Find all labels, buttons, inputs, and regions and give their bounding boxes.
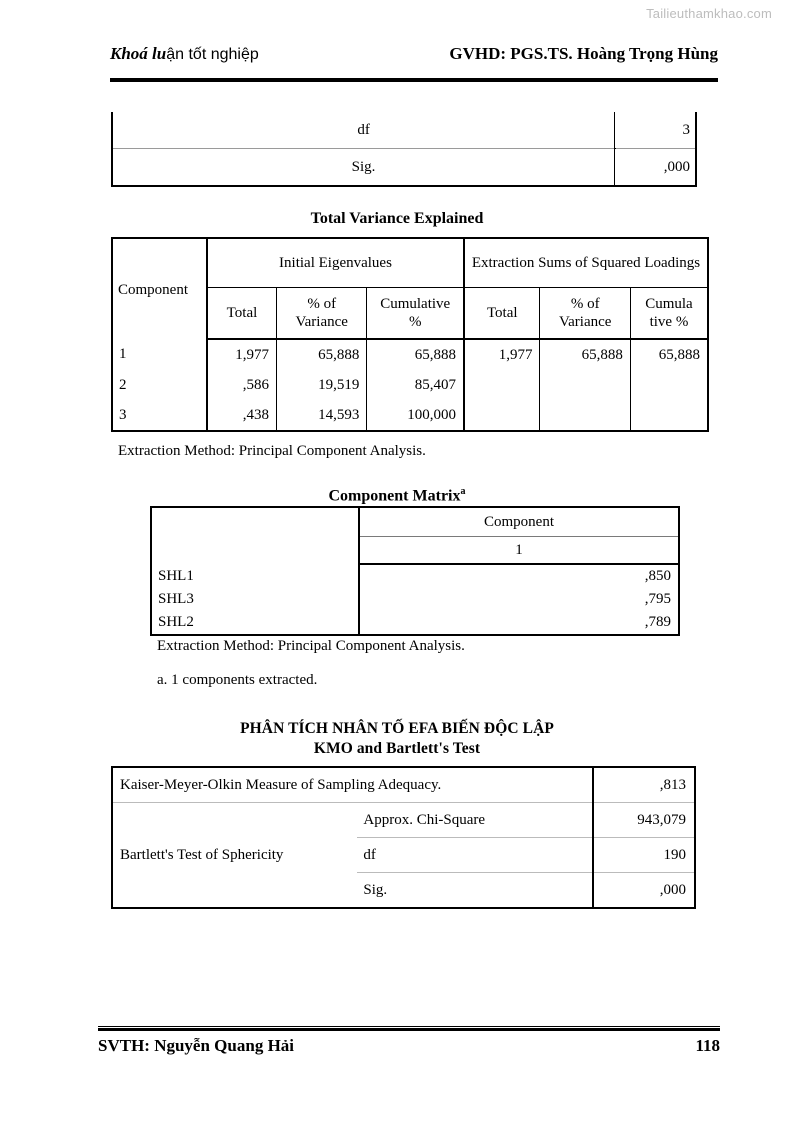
footer-rule bbox=[98, 1026, 720, 1031]
tve-subheader-pct-variance-2: % of Variance bbox=[540, 288, 630, 340]
table-row bbox=[112, 339, 708, 370]
footer-page-number: 118 bbox=[695, 1036, 720, 1055]
total-variance-note: Extraction Method: Principal Component Analysis. bbox=[118, 443, 426, 459]
table-row bbox=[112, 767, 695, 803]
continued-table bbox=[111, 112, 697, 187]
tve-subheader-pct-variance-1: % of Variance bbox=[276, 288, 366, 340]
kmo-bartlett-table bbox=[111, 766, 696, 909]
table-row bbox=[151, 564, 679, 588]
table-header-row bbox=[112, 238, 708, 288]
cm-header-component: Component bbox=[484, 513, 554, 530]
cm-row-label-shl3: SHL3 bbox=[151, 588, 359, 611]
table-row bbox=[112, 803, 695, 838]
cm-header-blank bbox=[151, 507, 359, 564]
efa-section-title: PHÂN TÍCH NHÂN TỐ EFA BIẾN ĐỘC LẬP bbox=[240, 720, 554, 737]
tve-r2-eig-cum: 85,407 bbox=[367, 370, 464, 400]
tve-header-group-initial: Initial Eigenvalues bbox=[207, 238, 464, 288]
table-header-row bbox=[151, 507, 679, 537]
bartlett-df-label: df bbox=[357, 838, 593, 873]
continued-row-label-df: df bbox=[112, 112, 615, 149]
tve-component-3: 3 bbox=[112, 400, 207, 431]
tve-r3-ext-cum bbox=[630, 400, 708, 431]
header-left-part2: ận tốt nghiệp bbox=[166, 46, 259, 63]
watermark-text: Tailieuthamkhao.com bbox=[646, 6, 772, 21]
running-header bbox=[110, 44, 718, 70]
tve-subheader-total-2: Total bbox=[464, 288, 540, 340]
header-rule-thin bbox=[110, 81, 718, 82]
footer-rule-thin bbox=[98, 1026, 720, 1027]
tve-subheader-cumulative-2: Cumula tive % bbox=[630, 288, 708, 340]
component-matrix-caption bbox=[0, 486, 794, 505]
bartlett-chisquare-label: Approx. Chi-Square bbox=[357, 803, 593, 838]
tve-r3-ext-pct bbox=[540, 400, 630, 431]
tve-component-2: 2 bbox=[112, 370, 207, 400]
bartlett-df-value: 190 bbox=[593, 838, 695, 873]
bartlett-sig-label: Sig. bbox=[357, 873, 593, 909]
continued-row-value-sig: ,000 bbox=[615, 149, 696, 186]
tve-r1-eig-total: 1,977 bbox=[207, 339, 277, 370]
kmo-measure-value: ,813 bbox=[593, 767, 695, 803]
tve-header-group-extraction: Extraction Sums of Squared Loadings bbox=[464, 238, 708, 288]
header-right-text: GVHD: PGS.TS. Hoàng Trọng Hùng bbox=[449, 44, 718, 63]
tve-r1-ext-pct: 65,888 bbox=[540, 339, 630, 370]
footer-author: SVTH: Nguyễn Quang Hải bbox=[98, 1036, 295, 1055]
table-row bbox=[112, 112, 696, 149]
continued-row-value-df: 3 bbox=[615, 112, 696, 149]
tve-r1-ext-cum: 65,888 bbox=[630, 339, 708, 370]
tve-r2-eig-pct: 19,519 bbox=[276, 370, 366, 400]
efa-section-subtitle: KMO and Bartlett's Test bbox=[313, 740, 481, 757]
header-left-part1: Khoá lu bbox=[110, 44, 167, 63]
cm-row-label-shl2: SHL2 bbox=[151, 611, 359, 635]
component-matrix-note-footnote: a. 1 components extracted. bbox=[157, 672, 318, 688]
table-row bbox=[112, 370, 708, 400]
table-row bbox=[112, 149, 696, 186]
total-variance-table bbox=[111, 237, 709, 432]
cm-row-label-shl1: SHL1 bbox=[151, 564, 359, 588]
cm-row-value-shl1: ,850 bbox=[644, 568, 671, 585]
tve-subheader-total-1: Total bbox=[207, 288, 277, 340]
cm-row-value-shl3: ,795 bbox=[644, 591, 671, 608]
total-variance-caption: Total Variance Explained bbox=[310, 210, 484, 227]
tve-r2-ext-cum bbox=[630, 370, 708, 400]
page-footer bbox=[98, 1036, 720, 1060]
cm-row-value-shl2: ,789 bbox=[644, 614, 671, 631]
tve-r2-ext-pct bbox=[540, 370, 630, 400]
component-matrix-caption-superscript: a bbox=[460, 486, 466, 497]
table-row bbox=[112, 400, 708, 431]
header-rule bbox=[110, 78, 718, 82]
tve-r1-eig-pct: 65,888 bbox=[276, 339, 366, 370]
tve-component-1: 1 bbox=[112, 339, 207, 370]
table-row bbox=[151, 588, 679, 611]
component-matrix-table bbox=[150, 506, 680, 636]
tve-r2-eig-total: ,586 bbox=[207, 370, 277, 400]
component-matrix-caption-text: Component Matrix bbox=[328, 487, 461, 505]
tve-r3-ext-total bbox=[464, 400, 540, 431]
component-matrix-note-method: Extraction Method: Principal Component Analysis. bbox=[157, 638, 465, 654]
tve-r1-eig-cum: 65,888 bbox=[367, 339, 464, 370]
bartlett-chisquare-value: 943,079 bbox=[593, 803, 695, 838]
bartlett-sig-value: ,000 bbox=[593, 873, 695, 909]
continued-row-label-sig: Sig. bbox=[112, 149, 615, 186]
kmo-measure-label: Kaiser-Meyer-Olkin Measure of Sampling Adequacy. bbox=[120, 776, 442, 793]
footer-rule-thick bbox=[98, 1028, 720, 1031]
tve-header-component: Component bbox=[112, 238, 207, 339]
bartlett-test-label: Bartlett's Test of Sphericity bbox=[112, 803, 357, 909]
table-row bbox=[151, 611, 679, 635]
tve-r1-ext-total: 1,977 bbox=[464, 339, 540, 370]
tve-r3-eig-total: ,438 bbox=[207, 400, 277, 431]
tve-subheader-cumulative-1: Cumulative % bbox=[367, 288, 464, 340]
tve-r3-eig-cum: 100,000 bbox=[367, 400, 464, 431]
tve-r2-ext-total bbox=[464, 370, 540, 400]
header-left-text bbox=[110, 44, 259, 64]
tve-r3-eig-pct: 14,593 bbox=[276, 400, 366, 431]
cm-header-component-index: 1 bbox=[359, 537, 679, 565]
